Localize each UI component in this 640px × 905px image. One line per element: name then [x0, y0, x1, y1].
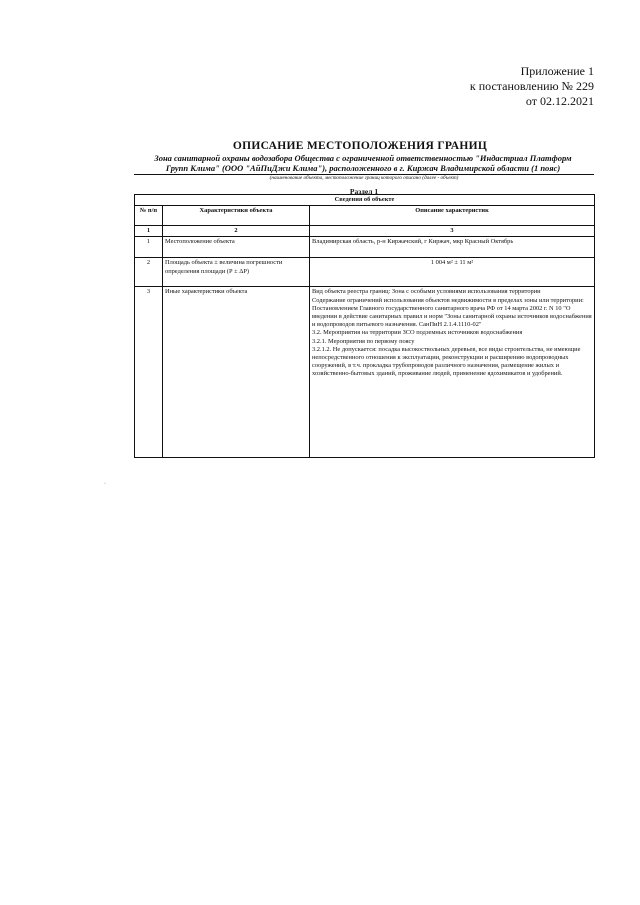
object-name-caption: (наименование объекта, местоположение границ которого описано (далее - объект): [269, 175, 459, 181]
table-title-row: [135, 195, 595, 206]
column-number-3: 3: [310, 226, 595, 237]
row-1-num: 1: [135, 237, 163, 258]
row-3-description-line-2: Содержание ограничений использования объектов недвижимости в пределах зоны или территории: Постановлением Главного государственного санитарного врача РФ от 14 марта 2002 г. N 10 "О введении в действие санитарных правил и норм "Зоны санитарной охраны источников водоснабжения и водопроводов питьевого назначения. СанПиН 2.1.4.1110-02": [312, 296, 592, 329]
object-name: [132, 153, 594, 173]
row-3-description-line-3: 3.2. Мероприятия на территории ЗСО подземных источников водоснабжения: [312, 329, 523, 337]
header-num: № п/п: [135, 206, 163, 226]
table-row: [135, 237, 595, 258]
object-name-line-1: Зона санитарной охраны водозабора Общества с ограниченной ответственностью "Индастриал Платформ: [154, 153, 572, 163]
table-header-row: [135, 206, 595, 226]
row-3-description-line-1: Вид объекта реестра границ: Зона с особыми условиями использования территории: [312, 288, 541, 296]
row-3-num: 3: [135, 287, 163, 458]
object-info-table: [134, 194, 595, 458]
table-row: [135, 258, 595, 287]
appendix-line-1: Приложение 1: [520, 64, 594, 78]
row-2-num: 2: [135, 258, 163, 287]
appendix-line-3: от 02.12.2021: [525, 94, 594, 108]
appendix-block: [354, 64, 594, 109]
row-1-characteristic: Местоположение объекта: [163, 237, 310, 258]
row-3-description-line-5: 3.2.1.2. Не допускается: посадка высокоствольных деревьев, все виды строительства, не имеющие непосредственного отношения к эксплуатации, реконструкции и расширению водопроводных сооружений, в т.ч. прокладка трубопроводов различного назначения, размещение жилых и хозяйственно-бытовых зданий, проживание людей, применение ядохимикатов и удобрений.: [312, 345, 581, 378]
header-description: Описание характеристик: [310, 206, 595, 226]
document-title: ОПИСАНИЕ МЕСТОПОЛОЖЕНИЯ ГРАНИЦ: [232, 140, 488, 152]
table-row: [135, 287, 595, 458]
appendix-line-2: к постановлению № 229: [469, 79, 594, 93]
scan-speck: ·: [104, 481, 106, 487]
row-3-description: [310, 287, 595, 458]
object-name-line-2: Групп Клима" (ООО "АйПиДжи Клима"), расположенного в г. Киржач Владимирской области (1 пояс): [165, 163, 561, 173]
row-3-description-line-4: 3.2.1. Мероприятия по первому поясу: [312, 337, 415, 345]
row-2-description: 1 004 м² ± 11 м²: [310, 258, 595, 287]
column-number-1: 1: [135, 226, 163, 237]
section-heading: Раздел 1: [349, 187, 379, 196]
header-characteristic: Характеристики объекта: [163, 206, 310, 226]
column-number-row: [135, 226, 595, 237]
row-1-description: Владимирская область, р-н Киржачский, г Киржач, мкр Красный Октябрь: [310, 237, 595, 258]
column-number-2: 2: [163, 226, 310, 237]
table-title: Сведения об объекте: [135, 195, 595, 206]
row-3-characteristic: Иные характеристики объекта: [163, 287, 310, 458]
row-2-characteristic: Площадь объекта ± величина погрешности определения площади (Р ± ΔР): [163, 258, 310, 287]
